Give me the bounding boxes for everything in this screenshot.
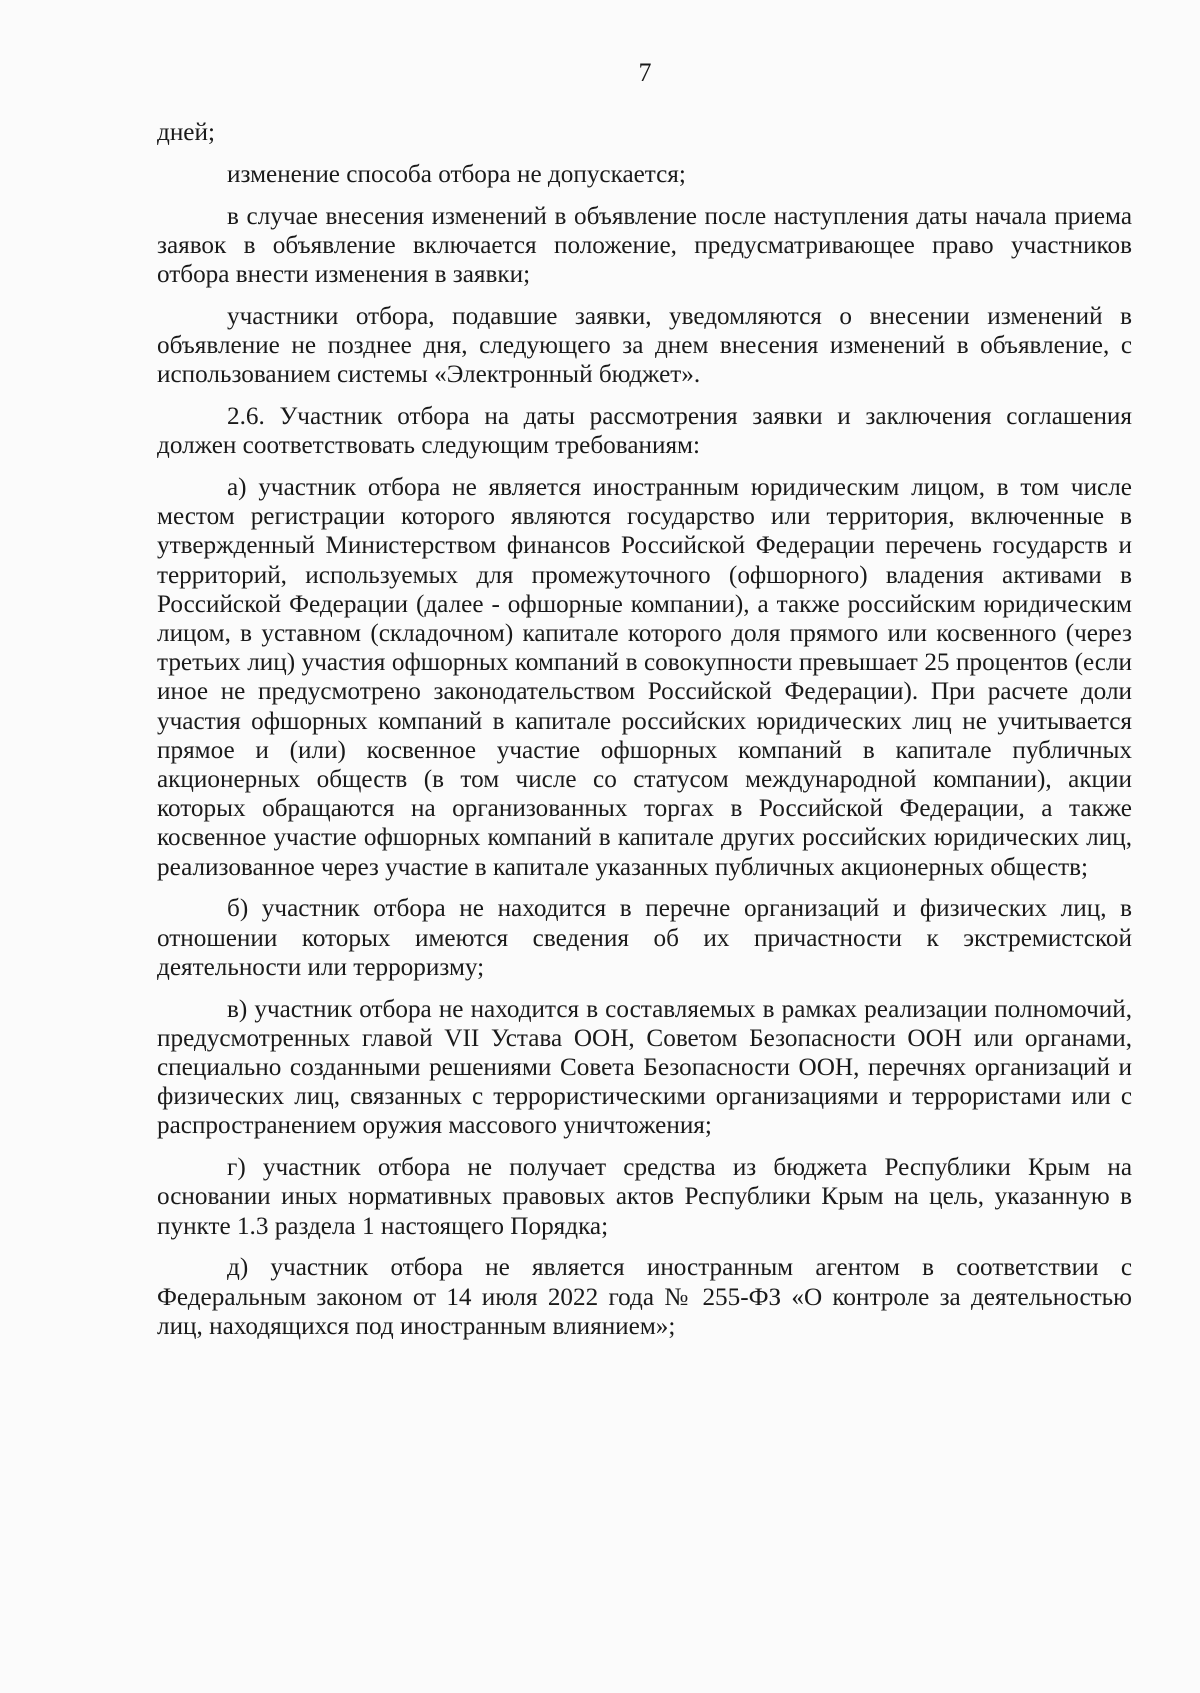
paragraph-section-2-6: 2.6. Участник отбора на даты рассмотрения заявки и заключения соглашения должен соответствовать следующим требованиям: [157, 403, 1132, 460]
paragraph-item-v: в) участник отбора не находится в составляемых в рамках реализации полномочий, предусмотренных главой VII Устава ООН, Советом Безопасности ООН или органами, специально созданными решениями Совета Безопасности ООН, перечнях организаций и физических лиц, связанных с террористическими организациями и террористами или с распространением оружия массового уничтожения; [157, 995, 1132, 1140]
page-number: 7 [638, 58, 652, 87]
paragraph: участники отбора, подавшие заявки, уведомляются о внесении изменений в объявление не позднее дня, следующего за днем внесения изменений в объявление, с использованием системы «Электронный бюджет». [157, 302, 1132, 389]
paragraph-item-d: д) участник отбора не является иностранным агентом в соответствии с Федеральным законом от 14 июля 2022 года № 255-ФЗ «О контроле за деятельностью лиц, находящихся под иностранным влиянием»; [157, 1254, 1132, 1340]
document-body [157, 118, 1132, 1354]
paragraph-item-b: б) участник отбора не находится в перечне организаций и физических лиц, в отношении которых имеются сведения об их причастности к экстремистской деятельности или терроризму; [157, 895, 1132, 981]
paragraph-item-g: г) участник отбора не получает средства из бюджета Республики Крым на основании иных нормативных правовых актов Республики Крым на цель, указанную в пункте 1.3 раздела 1 настоящего Порядка; [157, 1154, 1132, 1240]
paragraph: изменение способа отбора не допускается; [227, 160, 686, 188]
paragraph-continuation: дней; [157, 119, 215, 146]
paragraph-item-a: а) участник отбора не является иностранным юридическим лицом, в том числе местом регистрации которого являются государство или территория, включенные в утвержденный Министерством финансов Российской Федерации перечень государств и территорий, используемых для промежуточного (офшорного) владения активами в Российской Федерации (далее - офшорные компании), а также российским юридическим лицом, в уставном (складочном) капитале которого доля прямого или косвенного (через третьих лиц) участия офшорных компаний в совокупности превышает 25 процентов (если иное не предусмотрено законодательством Российской Федерации). При расчете доли участия офшорных компаний в капитале российских юридических лиц не учитывается прямое и (или) косвенное участие офшорных компаний в капитале публичных акционерных обществ (в том числе со статусом международной компании), акции которых обращаются на организованных торгах в Российской Федерации, а также косвенное участие офшорных компаний в капитале других российских юридических лиц, реализованное через участие в капитале указанных публичных акционерных обществ; [157, 474, 1132, 881]
paragraph: в случае внесения изменений в объявление после наступления даты начала приема заявок в объявление включается положение, предусматривающее право участников отбора внести изменения в заявки; [157, 202, 1132, 288]
